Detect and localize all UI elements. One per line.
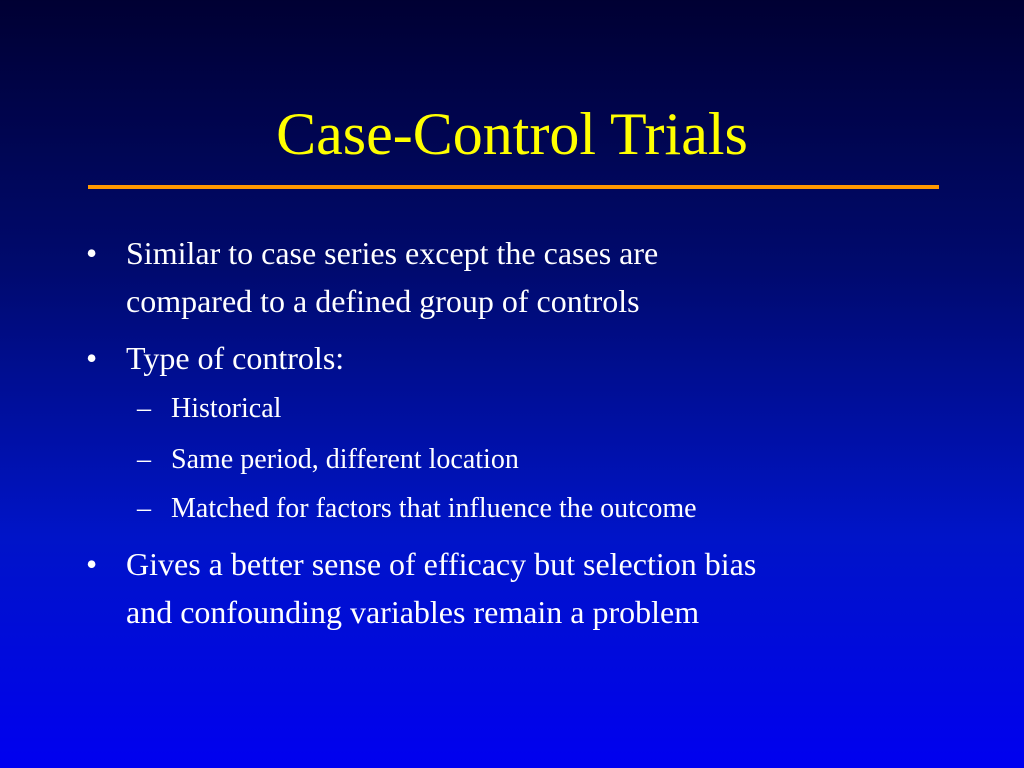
bullet-item-3 [86, 540, 946, 636]
sub-item-text: Same period, different location [171, 444, 519, 475]
bullet-marker: • [86, 546, 98, 582]
bullet-text-line: Gives a better sense of efficacy but selection bias [126, 546, 757, 582]
bullet-item-1 [86, 229, 946, 325]
bullet-marker: • [86, 340, 98, 376]
sub-bullet-marker: – [137, 444, 151, 475]
sub-bullet-marker: – [137, 493, 151, 524]
slide-title: Case-Control Trials [276, 101, 748, 167]
sub-item-same-period [137, 440, 951, 480]
bullet-text-line: compared to a defined group of controls [126, 283, 640, 319]
sub-bullet-marker: – [137, 393, 151, 424]
bullet-text-line: Similar to case series except the cases are [126, 235, 659, 271]
bullet-item-2 [86, 334, 946, 382]
sub-item-matched [137, 489, 951, 529]
bullet-marker: • [86, 235, 98, 271]
sub-item-historical [137, 389, 951, 429]
bullet-text-line: Type of controls: [126, 340, 345, 376]
sub-item-text: Historical [171, 393, 282, 424]
sub-item-text: Matched for factors that influence the outcome [171, 493, 697, 524]
bullet-text-line: and confounding variables remain a problem [126, 594, 700, 630]
